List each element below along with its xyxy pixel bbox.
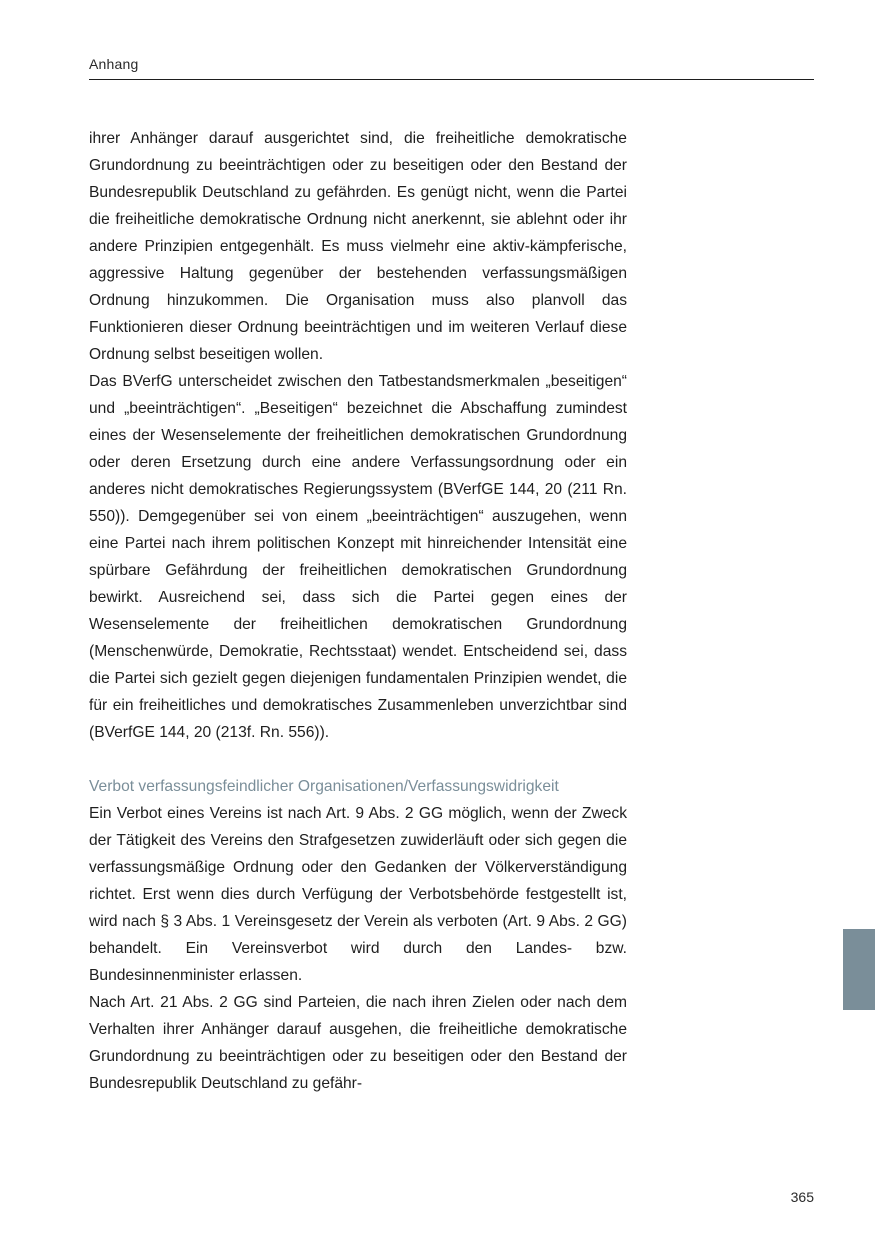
- paragraph: ihrer Anhänger darauf ausgerichtet sind, die freiheitliche demokratische Grundordnung zu beeinträchtigen oder zu beseitigen oder den Bestand der Bundesrepublik Deutschland zu gefährden. Es genügt nicht, wenn die Partei die freiheitliche demokratische Ordnung nicht anerkennt, sie ablehnt oder ihr andere Prinzipien entgegenhält. Es muss vielmehr eine aktiv-kämpferische, aggressive Haltung gegenüber der bestehenden verfassungsmäßigen Ordnung hinzukommen. Die Organisation muss also planvoll das Funktionieren dieser Ordnung beeinträchtigen und im weiteren Verlauf diese Ordnung selbst beseitigen wollen.: [89, 130, 627, 363]
- paragraph: Ein Verbot eines Vereins ist nach Art. 9 Abs. 2 GG möglich, wenn der Zweck der Tätigkeit des Vereins den Strafgesetzen zuwiderläuft oder sich gegen die verfassungsmäßige Ordnung oder den Gedanken der Völkerverständigung richtet. Erst wenn dies durch Verfügung der Verbotsbehörde festgestellt ist, wird nach § 3 Abs. 1 Vereinsgesetz der Verein als verboten (Art. 9 Abs. 2 GG) behandelt. Ein Vereinsverbot wird durch den Landes- bzw. Bundesinnenminister erlassen.: [89, 805, 627, 984]
- section-heading: Verbot verfassungsfeindlicher Organisationen/Verfassungswidrigkeit: [89, 778, 559, 795]
- header-divider: [89, 79, 814, 80]
- running-header: Anhang: [89, 56, 139, 72]
- paragraph: Das BVerfG unterscheidet zwischen den Tatbestandsmerkmalen „beseitigen“ und „beeinträchtigen“. „Beseitigen“ bezeichnet die Abschaffung zumindest eines der Wesenselemente der freiheitlichen demokratischen Grundordnung oder deren Ersetzung durch eine andere Verfassungsordnung oder ein anderes nicht demokratisches Regierungssystem (BVerfGE 144, 20 (211 Rn. 550)). Demgegenüber sei von einem „beeinträchtigen“ auszugehen, wenn eine Partei nach ihrem politischen Konzept mit hinreichender Intensität eine spürbare Gefährdung der freiheitlichen demokratischen Grundordnung bewirkt. Ausreichend sei, dass sich die Partei gegen eines der Wesenselemente der freiheitlichen demokratischen Grundordnung (Menschenwürde, Demokratie, Rechtsstaat) wendet. Entscheidend sei, dass die Partei sich gezielt gegen diejenigen fundamentalen Prinzipien wendet, die für ein freiheitliches und demokratisches Zusammenleben unverzichtbar sind (BVerfGE 144, 20 (213f. Rn. 556)).: [89, 373, 627, 741]
- chapter-thumb-tab: [843, 929, 875, 1010]
- page-number: 365: [790, 1189, 814, 1205]
- paragraph: Nach Art. 21 Abs. 2 GG sind Parteien, die nach ihren Zielen oder nach dem Verhalten ihrer Anhänger darauf ausgehen, die freiheitliche demokratische Grundordnung zu beeinträchtigen oder zu beseitigen oder den Bestand der Bundesrepublik Deutschland zu gefähr-: [89, 994, 627, 1092]
- main-text: [89, 125, 627, 1097]
